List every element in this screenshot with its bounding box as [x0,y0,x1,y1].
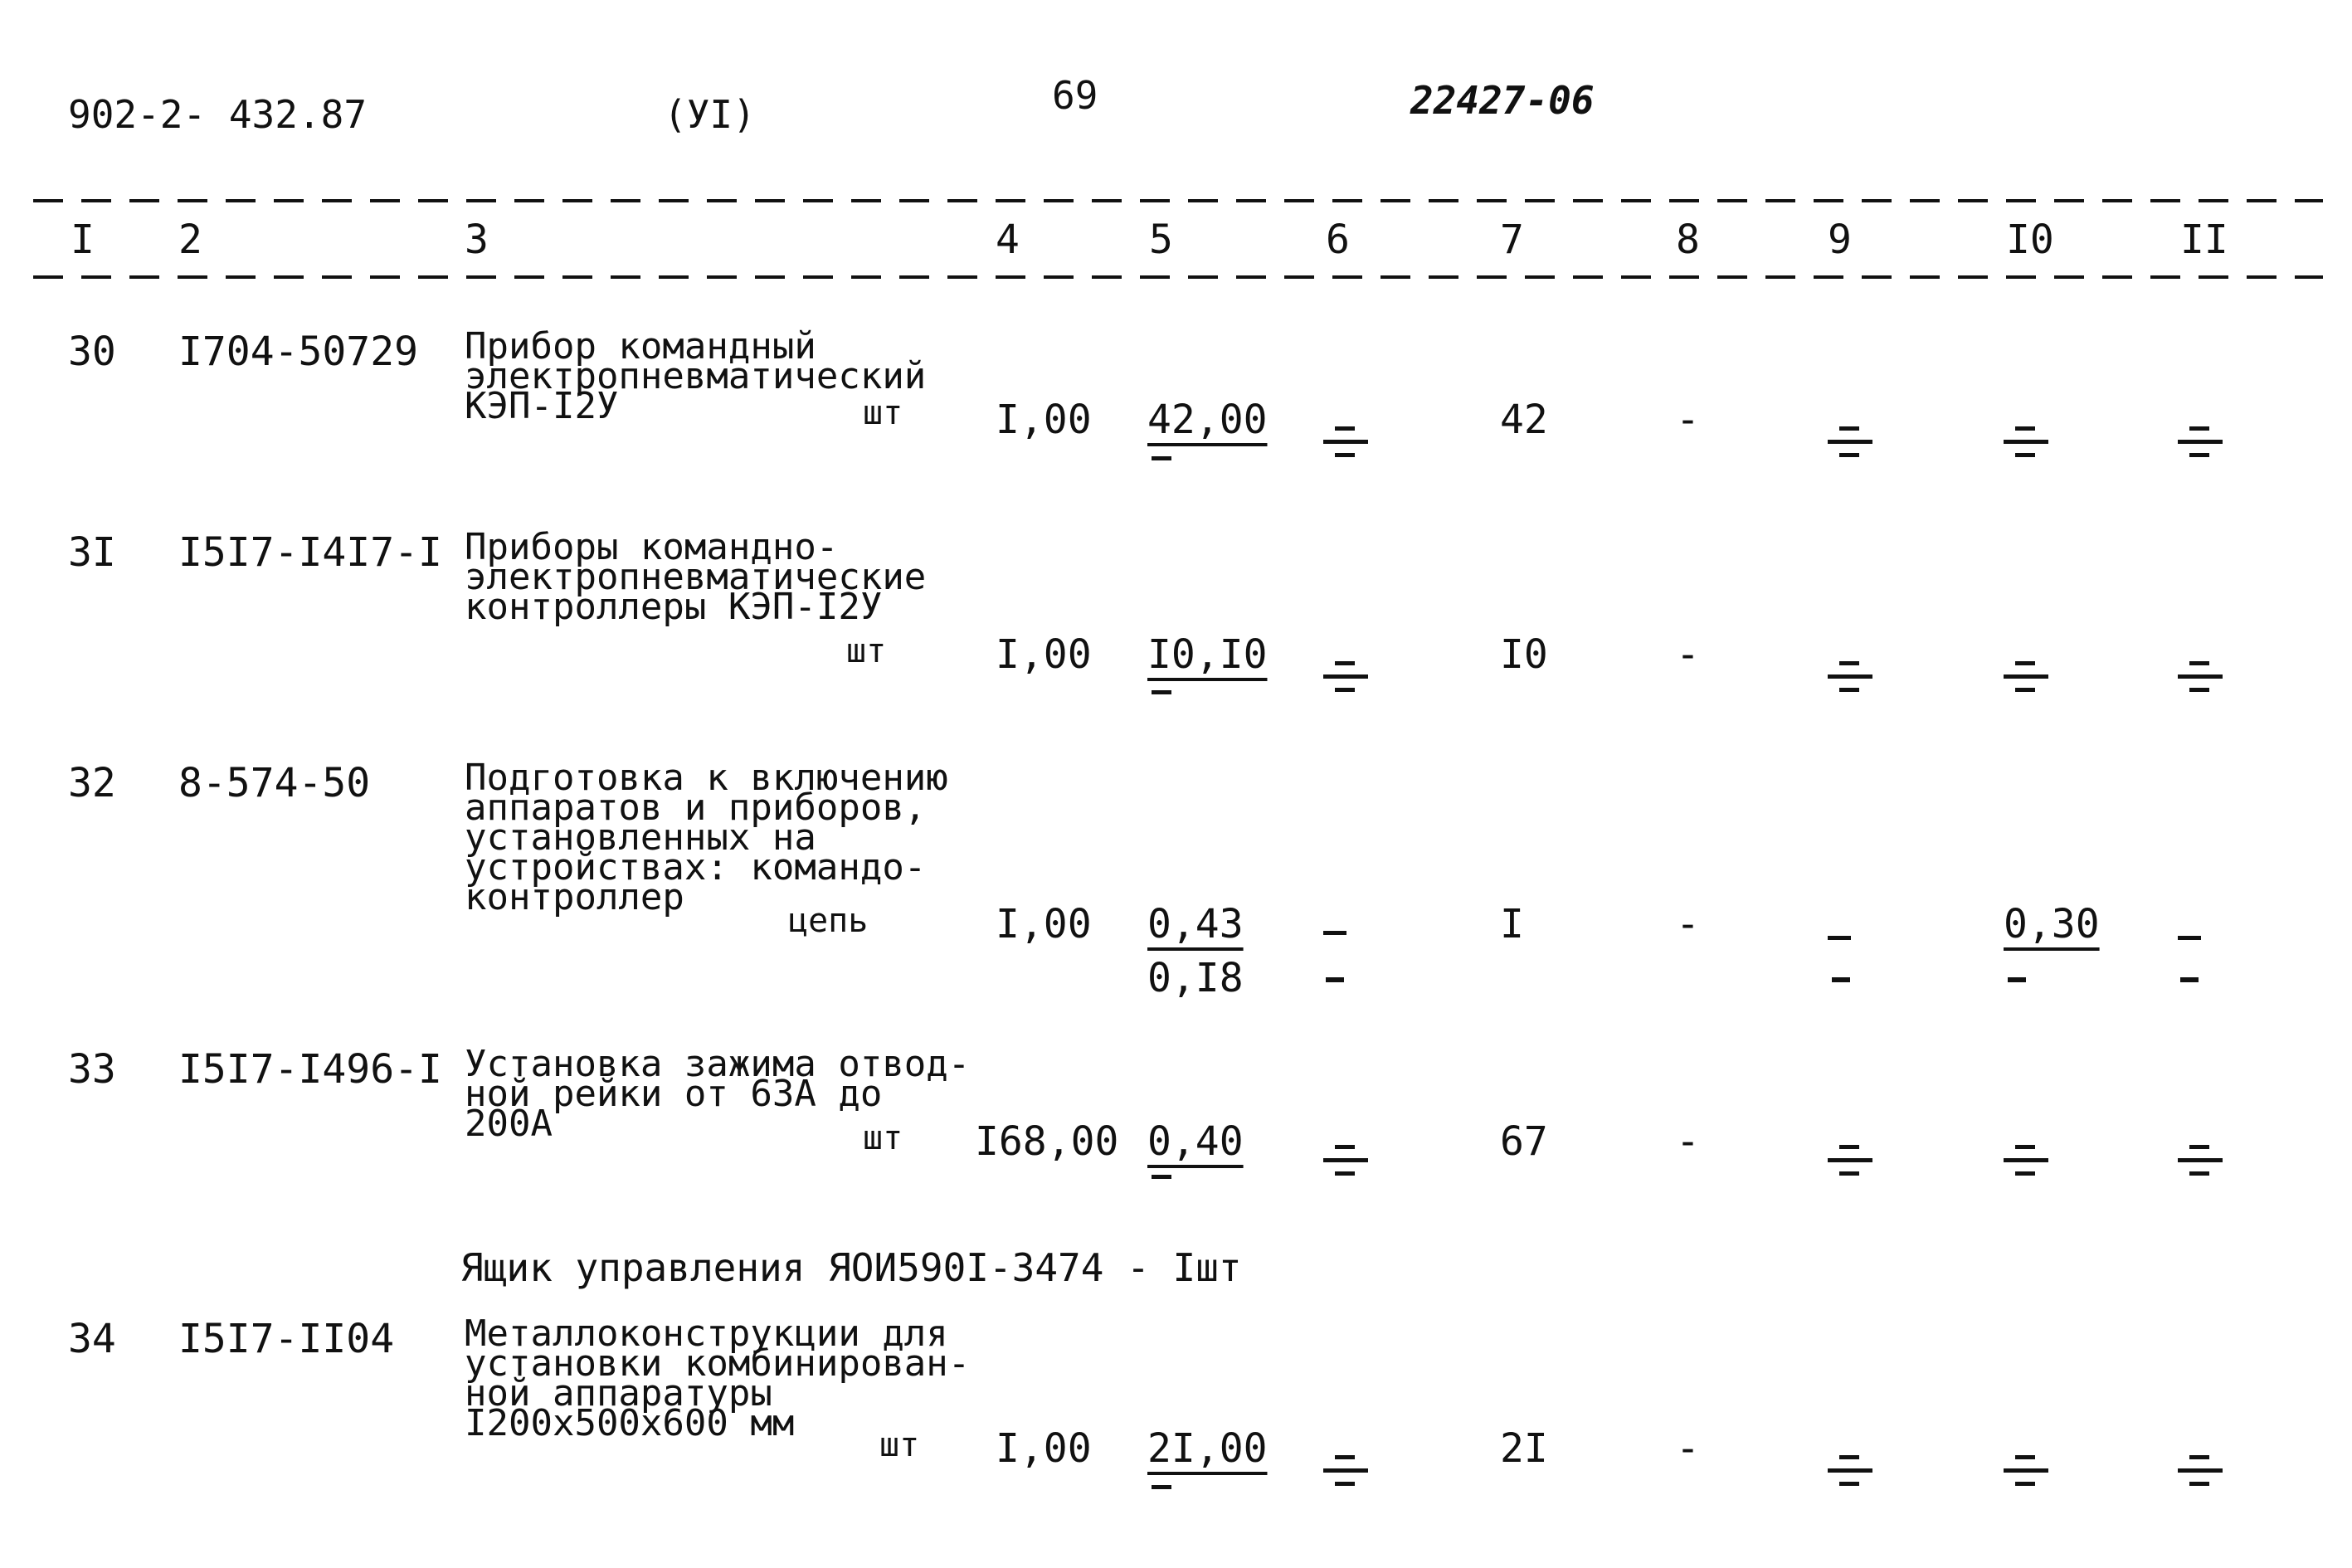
row-price-lower: 0,I8 [1147,955,1244,1001]
col6-dash-fraction [1323,1454,1368,1487]
row-unit: шт [863,394,903,432]
row-unit: шт [863,1119,903,1157]
row-quantity: I,00 [996,901,1092,947]
row-quantity: I68,00 [975,1118,1119,1165]
column-header: 3 [465,217,489,263]
col9-dash-fraction [1828,425,1872,458]
row-unit: цепь [788,902,869,940]
col9-dash-fraction [1828,660,1872,693]
row-col8: - [1676,901,1700,947]
row-price: 2I,00 [1147,1425,1268,1472]
row-unit: шт [846,632,887,670]
header-top-rule [33,199,2323,202]
col11-dash-fraction [2178,1454,2223,1487]
row-total: 2I [1500,1425,1548,1472]
row-number: 32 [68,760,116,806]
row-description-line: 200А [465,1103,553,1145]
page-number: 69 [1052,73,1098,118]
document-code: 902-2- 432.87 [68,92,368,137]
col11-dash-fraction [2178,425,2223,458]
row-quantity: I,00 [996,1425,1092,1472]
row-code: I704-50729 [178,329,418,375]
inventory-stamp: 22427-06 [1410,78,1595,123]
row-code: I5I7-I4I7-I [178,529,442,576]
col6-dash-fraction [1323,425,1368,458]
row-description-line: КЭП-I2У [465,385,619,427]
row-description-line: электропневматический [465,355,927,397]
col10-dash-fraction [2004,425,2048,458]
column-header: 5 [1149,217,1173,263]
col10-lower-dash [2008,977,2026,982]
row-description-line: установленных на [465,816,816,859]
column-header: 6 [1326,217,1350,263]
row-code: I5I7-II04 [178,1316,395,1362]
row-quantity: I,00 [996,397,1092,443]
row-description-line: Подготовка к включению [465,757,948,799]
row-unit: шт [879,1426,920,1464]
row-code: I5I7-I496-I [178,1046,442,1093]
col11-lower-dash [2180,977,2199,982]
col6-dash-fraction [1323,660,1368,693]
row-total: I [1500,901,1524,947]
row-description-line: электропневматические [465,556,927,598]
price-lower-dash [1152,1485,1171,1489]
col11-dash-fraction [2178,660,2223,693]
row-description-line: ной аппаратуры [465,1372,772,1415]
section-heading: Ящик управления ЯОИ590I-3474 - Iшт [460,1245,1242,1290]
row-description-line: ной рейки от 63А до [465,1073,883,1115]
row-description-line: Металлоконструкции для [465,1312,948,1355]
col9-lower-dash [1832,977,1850,982]
row-quantity: I,00 [996,631,1092,678]
row-col8: - [1676,631,1700,678]
price-lower-dash [1152,456,1171,460]
row-price: 0,40 [1147,1118,1244,1165]
col11-upper-dash [2178,936,2201,940]
row-price: I0,I0 [1147,631,1268,678]
row-description-line: аппаратов и приборов, [465,786,927,829]
col9-dash-fraction [1828,1143,1872,1176]
column-header: II [2180,217,2228,263]
column-header: 7 [1500,217,1524,263]
col9-upper-dash [1828,936,1851,940]
column-header: 4 [996,217,1020,263]
row-number: 33 [68,1046,116,1093]
col11-dash-fraction [2178,1143,2223,1176]
row-price: 42,00 [1147,397,1268,443]
col10-dash-fraction [2004,1143,2048,1176]
row-total: I0 [1500,631,1548,678]
column-header: I [71,217,95,263]
row-total: 67 [1500,1118,1548,1165]
row-number: 34 [68,1316,116,1362]
header-bottom-rule [33,275,2323,279]
col6-lower-dash [1326,977,1344,982]
row-description-line: Приборы командно- [465,526,839,568]
col6-dash-fraction [1323,1143,1368,1176]
row-col8: - [1676,397,1700,443]
row-total: 42 [1500,397,1548,443]
row-number: 30 [68,329,116,375]
price-lower-dash [1152,1175,1171,1179]
col10-dash-fraction [2004,660,2048,693]
row-description-line: контроллер [465,876,684,918]
row-description-line: установки комбинирован- [465,1342,971,1385]
row-number: 3I [68,529,116,576]
row-col8: - [1676,1425,1700,1472]
row-description-line: устройствах: командо- [465,846,927,889]
row-price: 0,43 [1147,901,1244,947]
row-description-line: Прибор командный [465,325,816,368]
col9-dash-fraction [1828,1454,1872,1487]
price-lower-dash [1152,690,1171,694]
row-code: 8-574-50 [178,760,371,806]
row-description-line: I200х500х600 мм [465,1402,795,1444]
row-description-line: контроллеры КЭП-I2У [465,586,883,628]
section-label: (УI) [664,92,756,137]
col10-dash-fraction [2004,1454,2048,1487]
column-header: I0 [2006,217,2054,263]
row-col8: - [1676,1118,1700,1165]
column-header: 9 [1828,217,1852,263]
row-description-line: Установка зажима отвод- [465,1043,971,1085]
row-col10: 0,30 [2004,901,2100,947]
col6-upper-dash [1323,931,1346,935]
column-header: 8 [1676,217,1700,263]
column-header: 2 [178,217,202,263]
